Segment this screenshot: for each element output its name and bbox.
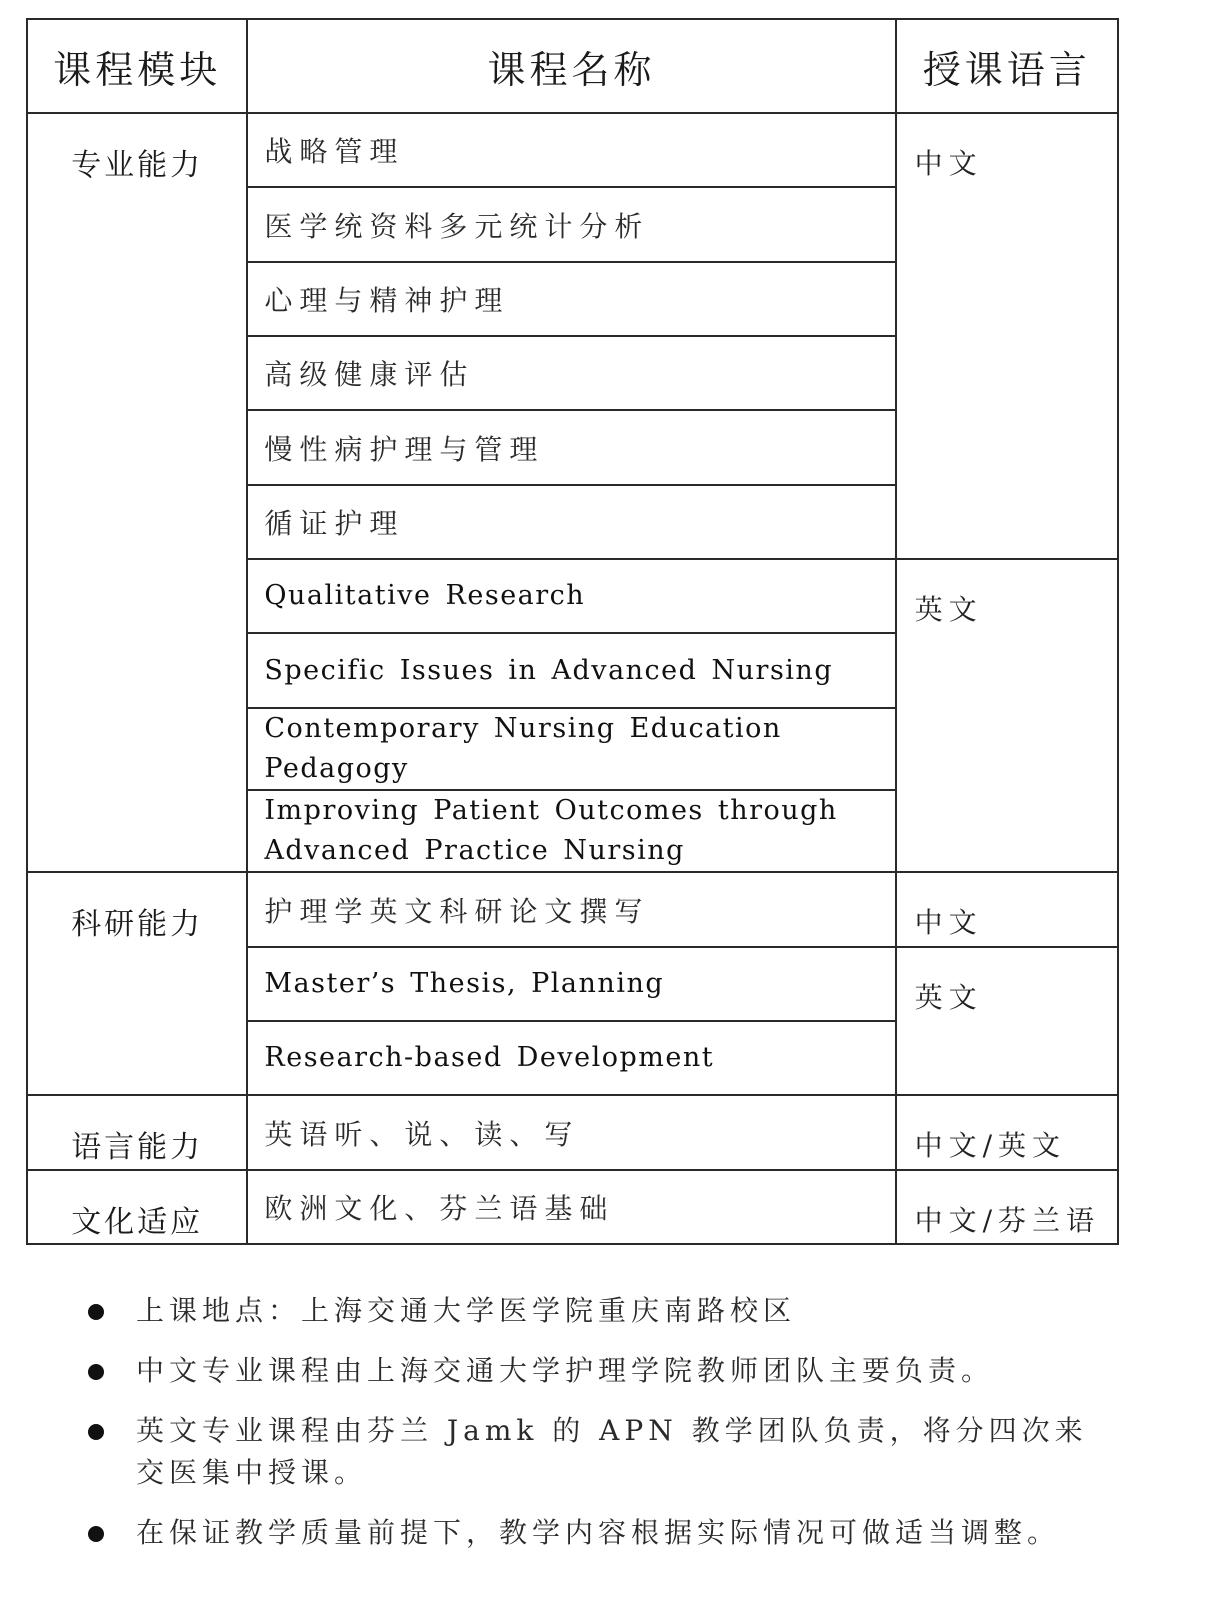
curriculum-table [26, 18, 1119, 1245]
module-name: 语言能力 [27, 1095, 247, 1170]
list-item [84, 1350, 1114, 1392]
course-name: Specific Issues in Advanced Nursing [247, 633, 895, 708]
course-name: 欧洲文化、芬兰语基础 [247, 1170, 895, 1244]
course-name: 循证护理 [247, 485, 895, 559]
table-row [27, 872, 1118, 947]
course-name: 英语听、说、读、写 [247, 1095, 895, 1170]
table-row [27, 113, 1118, 187]
course-name: 护理学英文科研论文撰写 [247, 872, 895, 947]
bullet-icon [88, 1364, 104, 1380]
module-name: 文化适应 [27, 1170, 247, 1244]
note-text: 上课地点：上海交通大学医学院重庆南路校区 [136, 1294, 797, 1327]
note-text: 英文专业课程由芬兰 Jamk 的 APN 教学团队负责，将分四次来交医集中授课。 [136, 1414, 1088, 1489]
course-name: 医学统资料多元统计分析 [247, 187, 895, 262]
course-name: Qualitative Research [247, 559, 895, 633]
module-name: 科研能力 [27, 872, 247, 1095]
course-language: 英文 [896, 559, 1118, 872]
table-row [27, 1170, 1118, 1244]
bullet-icon [88, 1526, 104, 1542]
course-name: 战略管理 [247, 113, 895, 187]
table-row [27, 1095, 1118, 1170]
course-name: 高级健康评估 [247, 336, 895, 410]
course-name: Improving Patient Outcomes through Advanced Practice Nursing [247, 790, 895, 872]
module-name: 专业能力 [27, 113, 247, 872]
note-text: 在保证教学质量前提下，教学内容根据实际情况可做适当调整。 [136, 1516, 1061, 1549]
course-name: Master’s Thesis, Planning [247, 947, 895, 1021]
course-language: 英文 [896, 947, 1118, 1095]
note-text: 中文专业课程由上海交通大学护理学院教师团队主要负责。 [136, 1354, 995, 1387]
bullet-icon [88, 1304, 104, 1320]
header-language: 授课语言 [896, 19, 1118, 113]
course-language: 中文 [896, 113, 1118, 559]
course-name: Research-based Development [247, 1021, 895, 1095]
bullet-icon [88, 1424, 104, 1440]
course-name: 心理与精神护理 [247, 262, 895, 336]
course-language: 中文 [896, 872, 1118, 947]
header-module: 课程模块 [27, 19, 247, 113]
header-course: 课程名称 [247, 19, 895, 113]
notes-list [84, 1290, 1114, 1572]
list-item [84, 1410, 1114, 1494]
course-name: Contemporary Nursing Education Pedagogy [247, 708, 895, 790]
course-language: 中文/芬兰语 [896, 1170, 1118, 1244]
list-item [84, 1512, 1114, 1554]
course-language: 中文/英文 [896, 1095, 1118, 1170]
list-item [84, 1290, 1114, 1332]
course-name: 慢性病护理与管理 [247, 410, 895, 485]
header-row [27, 19, 1118, 113]
